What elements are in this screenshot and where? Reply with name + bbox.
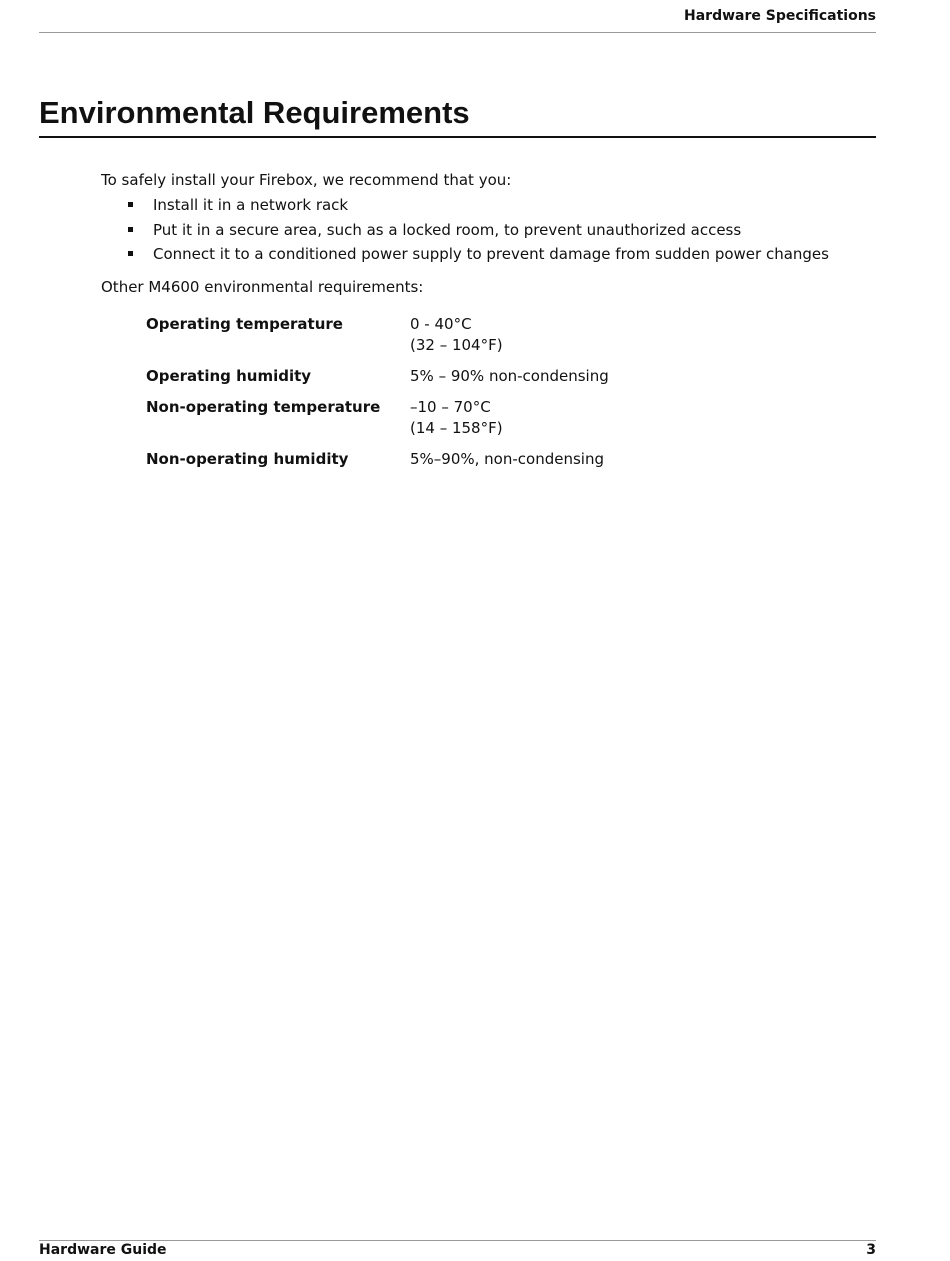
spec-row	[146, 314, 706, 356]
section-title: Environmental Requirements	[39, 94, 876, 138]
spec-label: Operating humidity	[146, 367, 312, 385]
recommendation-list	[101, 193, 829, 267]
intro-paragraph: To safely install your Firebox, we recommend that you:	[101, 171, 512, 189]
list-item-text: Install it in a network rack	[153, 196, 349, 214]
list-item	[101, 242, 829, 267]
spec-label: Non-operating humidity	[146, 450, 349, 468]
running-footer	[39, 1240, 876, 1261]
spec-label: Non-operating temperature	[146, 398, 381, 416]
page-number: 3	[866, 1242, 876, 1258]
running-header	[39, 8, 876, 33]
spec-row	[146, 366, 706, 387]
running-header-title: Hardware Specifications	[684, 8, 876, 24]
bullet-square-icon	[128, 202, 133, 207]
list-item-text: Put it in a secure area, such as a locked room, to prevent unauthorized access	[153, 220, 742, 239]
bullet-square-icon	[128, 251, 133, 256]
spec-value: –10 – 70°C	[410, 398, 491, 416]
list-item	[101, 218, 829, 243]
spec-values	[410, 397, 503, 439]
list-item-text: Connect it to a conditioned power supply to prevent damage from sudden power changes	[153, 245, 829, 263]
spec-value: 5% – 90% non-condensing	[410, 367, 609, 385]
spec-row	[146, 397, 706, 439]
bullet-square-icon	[128, 227, 133, 232]
spec-values	[410, 366, 609, 387]
spec-value: 5%–90%, non-condensing	[410, 450, 604, 468]
spec-row	[146, 449, 706, 470]
spec-value: 0 - 40°C	[410, 315, 472, 333]
other-requirements-paragraph: Other M4600 environmental requirements:	[101, 278, 424, 296]
spec-values	[410, 449, 604, 470]
spec-values	[410, 314, 503, 356]
spec-value: (32 – 104°F)	[410, 336, 503, 354]
spec-table	[146, 314, 706, 480]
spec-label: Operating temperature	[146, 315, 343, 333]
list-item	[101, 193, 829, 218]
footer-title: Hardware Guide	[39, 1242, 167, 1258]
spec-value: (14 – 158°F)	[410, 419, 503, 437]
